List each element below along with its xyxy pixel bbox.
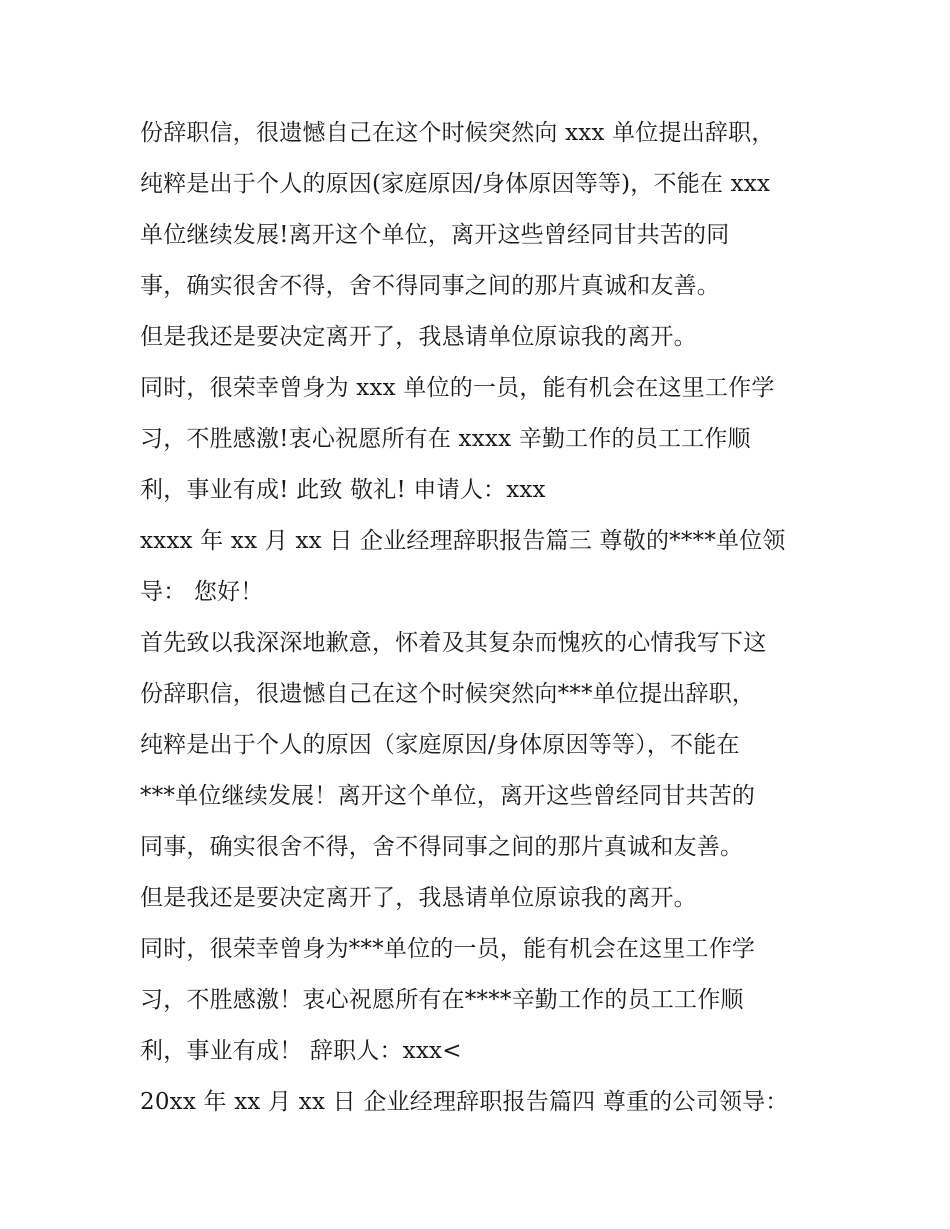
text-line: 但是我还是要决定离开了，我恳请单位原谅我的离开。: [140, 324, 697, 350]
text-line: 习，不胜感激!衷心祝愿所有在 xxxx 辛勤工作的员工工作顺: [140, 426, 751, 452]
text-line: 利，事业有成! 此致 敬礼! 申请人：xxx: [140, 477, 546, 503]
text-line: 单位继续发展!离开这个单位，离开这些曾经同甘共苦的同: [140, 222, 730, 248]
text-line: 但是我还是要决定离开了，我恳请单位原谅我的离开。: [140, 885, 697, 911]
document-body: [140, 108, 840, 1128]
text-line: 同时，很荣幸曾身为***单位的一员，能有机会在这里工作学: [140, 936, 756, 962]
text-line: 份辞职信，很遗憾自己在这个时候突然向 xxx 单位提出辞职，: [140, 120, 775, 146]
text-line: 习，不胜感激！衷心祝愿所有在****辛勤工作的员工工作顺: [140, 987, 744, 1013]
text-line: 利，事业有成！ 辞职人：xxx<: [140, 1038, 462, 1064]
text-line: 份辞职信，很遗憾自己在这个时候突然向***单位提出辞职，: [140, 681, 756, 707]
text-line: ***单位继续发展！离开这个单位，离开这些曾经同甘共苦的: [140, 783, 756, 809]
text-line: 导： 您好！: [140, 579, 264, 605]
text-line: 首先致以我深深地歉意，怀着及其复杂而愧疚的心情我写下这: [140, 630, 767, 656]
text-line: 事，确实很舍不得，舍不得同事之间的那片真诚和友善。: [140, 273, 720, 299]
text-line: 同时，很荣幸曾身为 xxx 单位的一员，能有机会在这里工作学: [140, 375, 775, 401]
text-line: 纯粹是出于个人的原因(家庭原因/身体原因等等)，不能在 xxx: [140, 171, 771, 197]
text-line: xxxx 年 xx 月 xx 日 企业经理辞职报告篇三 尊敬的****单位领: [140, 528, 786, 554]
text-line: 同事，确实很舍不得，舍不得同事之间的那片真诚和友善。: [140, 834, 744, 860]
text-line: 20xx 年 xx 月 xx 日 企业经理辞职报告篇四 尊重的公司领导：: [140, 1089, 789, 1115]
text-line: 纯粹是出于个人的原因（家庭原因/身体原因等等），不能在: [140, 732, 740, 758]
